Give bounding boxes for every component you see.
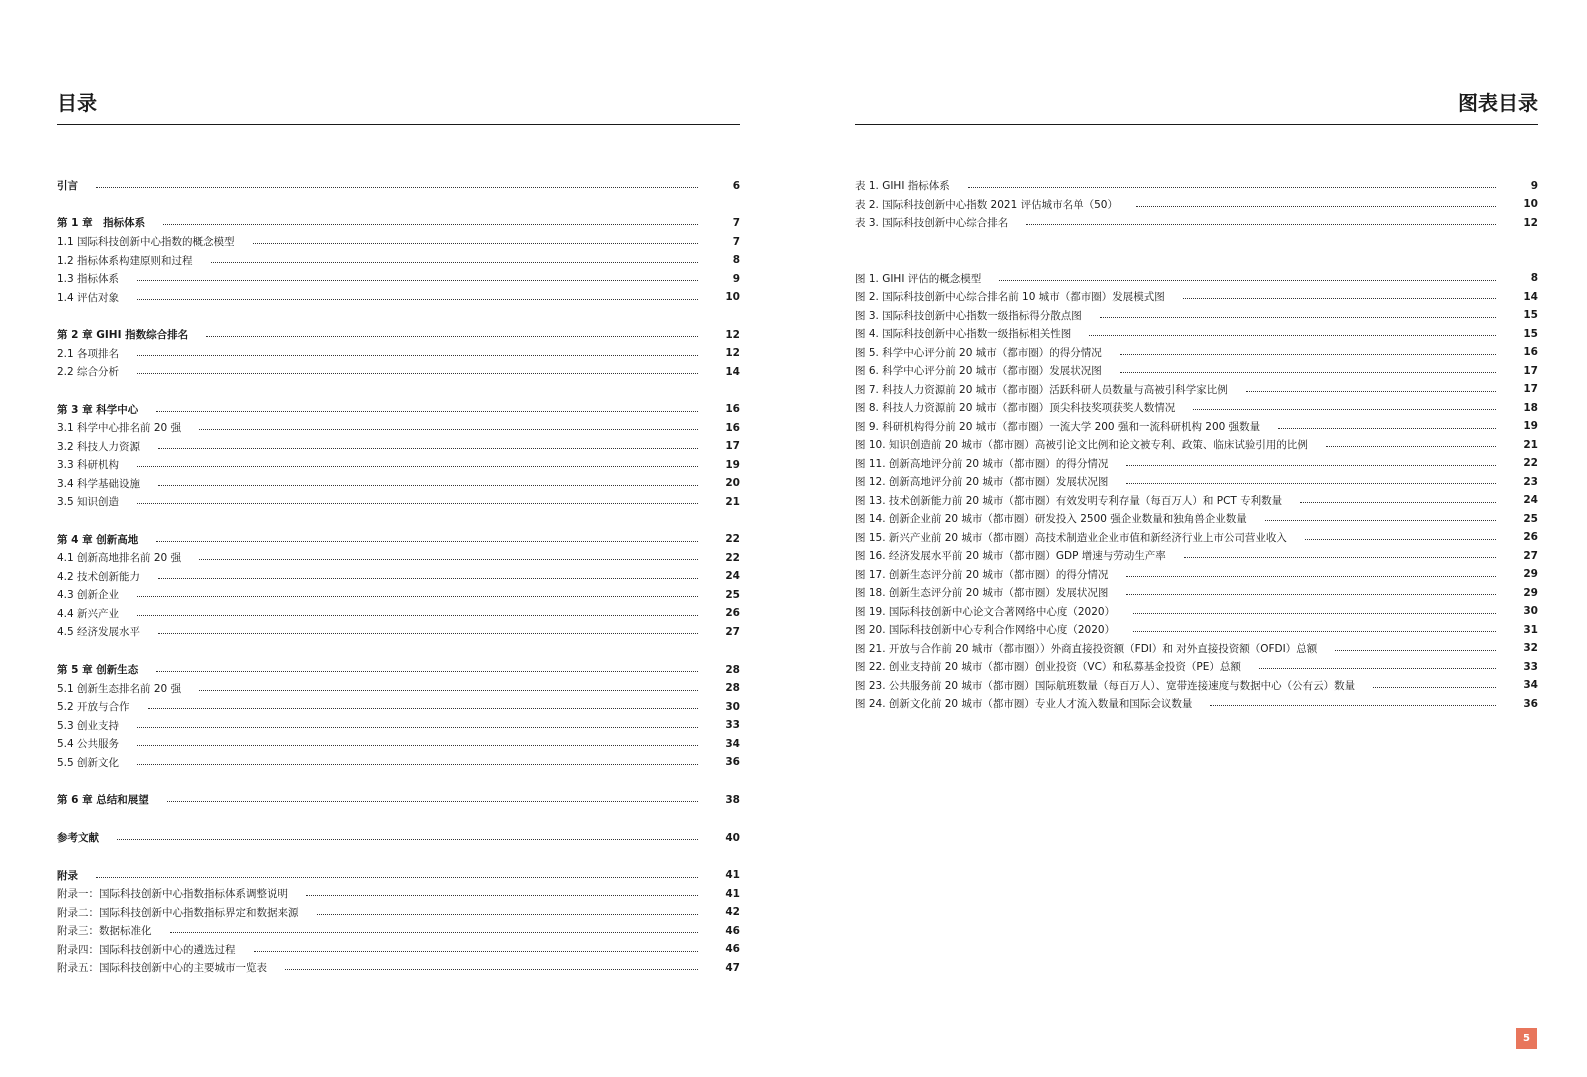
figure-list-entry-page-number: 18 — [1523, 401, 1538, 414]
toc-entry-label: 4.4 新兴产业 — [57, 607, 120, 620]
toc-entry-page-number: 22 — [725, 533, 740, 545]
toc-entry-label: 3.2 科技人力资源 — [57, 440, 141, 453]
dot-leader — [96, 877, 698, 878]
figure-list-entry-label: 图 23. 公共服务前 20 城市（都市圈）国际航班数量（每百万人）、宽带连接速度与数据中心（公有云）数量 — [855, 679, 1356, 692]
toc-entry-page-number: 10 — [725, 291, 740, 303]
figure-list-entry[interactable] — [855, 676, 1538, 695]
figure-list-entry[interactable] — [855, 398, 1538, 417]
figure-list-entry[interactable] — [855, 435, 1538, 454]
toc-entry-page-number: 28 — [725, 663, 740, 676]
toc-entry-page-number: 33 — [725, 719, 740, 731]
figure-list-entry-page-number: 34 — [1523, 679, 1538, 691]
toc-entry-page-number: 38 — [725, 793, 740, 806]
figure-list-entry[interactable] — [855, 380, 1538, 399]
dot-leader — [1335, 650, 1496, 651]
figure-list-entry-label: 图 17. 创新生态评分前 20 城市（都市圈）的得分情况 — [855, 568, 1109, 581]
figure-list-entry[interactable] — [855, 639, 1538, 658]
toc-entry[interactable] — [57, 269, 740, 288]
figure-list-entry-page-number: 33 — [1523, 660, 1538, 673]
figure-list-entry[interactable] — [855, 343, 1538, 362]
dot-leader — [137, 745, 698, 746]
toc-entry-page-number: 26 — [725, 607, 740, 619]
figure-list-entry[interactable] — [855, 213, 1538, 232]
toc-entry-page-number: 36 — [725, 756, 740, 768]
dot-leader — [137, 596, 698, 597]
figure-list-entry-label: 图 11. 创新高地评分前 20 城市（都市圈）的得分情况 — [855, 457, 1109, 470]
toc-entry-label: 4.5 经济发展水平 — [57, 626, 141, 638]
figure-list-entry-page-number: 31 — [1523, 623, 1538, 636]
toc-entry-label: 附录五：国际科技创新中心的主要城市一览表 — [57, 962, 267, 974]
toc-entry-page-number: 28 — [725, 682, 740, 694]
dot-leader — [170, 932, 699, 933]
dot-leader — [1089, 335, 1496, 336]
dot-leader — [1300, 502, 1496, 503]
figure-list-entry-label: 图 24. 创新文化前 20 城市（都市圈）专业人才流入数量和国际会议数量 — [855, 698, 1193, 710]
toc-entry-label: 4.1 创新高地排名前 20 强 — [57, 552, 182, 564]
figure-list-entry-label: 表 3. 国际科技创新中心综合排名 — [855, 217, 1009, 229]
toc-entry-label: 2.1 各项排名 — [57, 347, 120, 360]
toc-entry[interactable] — [57, 567, 740, 586]
dot-leader — [1126, 483, 1496, 484]
figure-list-entry[interactable] — [855, 528, 1538, 547]
toc-entry-label: 1.4 评估对象 — [57, 291, 120, 304]
figure-list-entry-page-number: 9 — [1530, 179, 1538, 192]
dot-leader — [1184, 557, 1496, 558]
figure-list-entry[interactable] — [855, 269, 1538, 288]
toc-entry[interactable] — [57, 437, 740, 456]
toc-entry-page-number: 42 — [725, 906, 740, 918]
dot-leader — [137, 299, 698, 300]
toc-entry[interactable] — [57, 213, 740, 232]
toc-entry-label: 3.3 科研机构 — [57, 459, 120, 471]
toc-entry[interactable] — [57, 866, 740, 885]
toc-entry-page-number: 40 — [725, 831, 740, 844]
figure-list-entry-page-number: 29 — [1523, 568, 1538, 580]
figure-list-entry[interactable] — [855, 546, 1538, 565]
dot-leader — [199, 559, 698, 560]
figure-list-entry-page-number: 24 — [1523, 494, 1538, 506]
dot-leader — [1133, 631, 1496, 632]
figure-list-entry[interactable] — [855, 472, 1538, 491]
toc-entry-page-number: 47 — [725, 961, 740, 974]
toc-entry[interactable] — [57, 604, 740, 623]
toc-entry-label: 5.2 开放与合作 — [57, 701, 130, 713]
toc-entry[interactable] — [57, 288, 740, 307]
figure-list-entry-label: 图 12. 创新高地评分前 20 城市（都市圈）发展状况图 — [855, 476, 1109, 488]
toc-entry-label: 引言 — [57, 180, 78, 192]
toc-entry-page-number: 17 — [725, 440, 740, 452]
figure-list-entry-label: 图 4. 国际科技创新中心指数一级指标相关性图 — [855, 328, 1072, 340]
toc-entry[interactable] — [57, 344, 740, 363]
toc-entry-page-number: 8 — [732, 254, 740, 266]
toc-entry-label: 3.1 科学中心排名前 20 强 — [57, 422, 182, 434]
dot-leader — [156, 671, 698, 672]
figure-list-entry[interactable] — [855, 620, 1538, 639]
toc-entry-page-number: 22 — [725, 551, 740, 564]
dot-leader — [163, 224, 698, 225]
toc-entry-page-number: 46 — [725, 924, 740, 937]
figure-list-entry[interactable] — [855, 694, 1538, 713]
figure-list-entry-label: 图 18. 创新生态评分前 20 城市（都市圈）发展状况图 — [855, 587, 1109, 599]
figure-list-entry-page-number: 30 — [1523, 605, 1538, 617]
figure-list-entry-label: 图 15. 新兴产业前 20 城市（都市圈）高技术制造业企业市值和新经济行业上市公司营业收入 — [855, 531, 1287, 544]
toc-entry-page-number: 41 — [725, 869, 740, 881]
dot-leader — [137, 503, 698, 504]
figure-list-entry-label: 图 10. 知识创造前 20 城市（都市圈）高被引论文比例和论文被专利、政策、临床试验引用的比例 — [855, 439, 1308, 451]
toc-entry-page-number: 12 — [725, 328, 740, 341]
dot-leader — [285, 969, 698, 970]
toc-entry[interactable] — [57, 492, 740, 511]
figure-list-entry-label: 表 2. 国际科技创新中心指数 2021 评估城市名单（50） — [855, 198, 1118, 211]
figure-list-entry-label: 图 1. GIHI 评估的概念模型 — [855, 272, 982, 285]
figure-list-entry[interactable] — [855, 195, 1538, 214]
toc-entry-page-number: 6 — [732, 179, 740, 192]
dot-leader — [199, 690, 698, 691]
toc-entry[interactable] — [57, 251, 740, 270]
toc-entry[interactable] — [57, 362, 740, 381]
toc-entry-page-number: 9 — [732, 272, 740, 285]
toc-entry-label: 3.4 科学基础设施 — [57, 477, 141, 490]
figure-list-entry-page-number: 17 — [1523, 364, 1538, 377]
figure-list-entry-label: 图 14. 创新企业前 20 城市（都市圈）研发投入 2500 强企业数量和独角兽企业数量 — [855, 513, 1247, 525]
toc-entry-label: 第 6 章 总结和展望 — [57, 794, 149, 806]
dot-leader — [1193, 409, 1496, 410]
dot-leader — [1326, 446, 1496, 447]
figure-list-entry-page-number: 15 — [1523, 309, 1538, 321]
toc-entry[interactable] — [57, 903, 740, 922]
toc-entry[interactable] — [57, 325, 740, 344]
dot-leader — [158, 633, 698, 634]
toc-entry[interactable] — [57, 232, 740, 251]
figure-list-entry-page-number: 15 — [1523, 327, 1538, 340]
toc-entry-label: 1.1 国际科技创新中心指数的概念模型 — [57, 236, 235, 248]
dot-leader — [1305, 539, 1496, 540]
figure-list-entry-label: 图 5. 科学中心评分前 20 城市（都市圈）的得分情况 — [855, 346, 1102, 359]
dot-leader — [137, 373, 698, 374]
toc-entry-label: 3.5 知识创造 — [57, 496, 120, 508]
figure-list-entry[interactable] — [855, 509, 1538, 528]
figure-list-entry-page-number: 16 — [1523, 346, 1538, 358]
toc-column — [57, 88, 740, 974]
dot-leader — [306, 895, 698, 896]
toc-title: 目录 — [57, 91, 97, 115]
toc-entry[interactable] — [57, 622, 740, 641]
dot-leader — [317, 914, 699, 915]
toc-entry[interactable] — [57, 753, 740, 772]
dot-leader — [1026, 224, 1496, 225]
dot-leader — [1100, 317, 1496, 318]
toc-entry-page-number: 16 — [725, 421, 740, 434]
figure-list-entry-page-number: 10 — [1523, 198, 1538, 210]
figure-list-entry[interactable] — [855, 602, 1538, 621]
figure-list-entry-label: 图 7. 科技人力资源前 20 城市（都市圈）活跃科研人员数量与高被引科学家比例 — [855, 383, 1228, 396]
toc-entry-page-number: 19 — [725, 458, 740, 471]
toc-entry[interactable] — [57, 679, 740, 698]
dot-leader — [96, 187, 698, 188]
figure-list-entry-page-number: 22 — [1523, 457, 1538, 469]
toc-entry-page-number: 27 — [725, 625, 740, 638]
toc-entry-label: 5.1 创新生态排名前 20 强 — [57, 682, 182, 695]
figure-list-entry[interactable] — [855, 583, 1538, 602]
figure-list-entry-label: 图 9. 科研机构得分前 20 城市（都市圈）一流大学 200 强和一流科研机构 200 强数量 — [855, 420, 1261, 433]
toc-entry-label: 5.5 创新文化 — [57, 756, 120, 769]
figure-list-entry[interactable] — [855, 176, 1538, 195]
toc-entry-label: 5.4 公共服务 — [57, 738, 120, 750]
toc-entry-label: 第 5 章 创新生态 — [57, 664, 139, 676]
toc-entry[interactable] — [57, 790, 740, 809]
toc-entry[interactable] — [57, 940, 740, 959]
figure-list-entry-page-number: 8 — [1530, 272, 1538, 284]
toc-entry-label: 2.2 综合分析 — [57, 366, 120, 378]
toc-entry-page-number: 14 — [725, 365, 740, 378]
toc-entry[interactable] — [57, 530, 740, 549]
toc-entry-page-number: 7 — [732, 235, 740, 248]
dot-leader — [253, 243, 698, 244]
figure-list-entry-page-number: 26 — [1523, 531, 1538, 543]
toc-entry[interactable] — [57, 474, 740, 493]
figure-list-entry-label: 图 8. 科技人力资源前 20 城市（都市圈）顶尖科技奖项获奖人数情况 — [855, 402, 1176, 414]
dot-leader — [1120, 354, 1496, 355]
toc-entry-page-number: 7 — [732, 216, 740, 229]
toc-entry-page-number: 12 — [725, 347, 740, 359]
figure-list-entry-label: 图 16. 经济发展水平前 20 城市（都市圈）GDP 增速与劳动生产率 — [855, 550, 1166, 562]
figure-list-entry[interactable] — [855, 491, 1538, 510]
toc-entry[interactable] — [57, 455, 740, 474]
figure-list-entry-page-number: 32 — [1523, 642, 1538, 654]
dot-leader — [1126, 594, 1496, 595]
dot-leader — [137, 466, 698, 467]
toc-entry[interactable] — [57, 884, 740, 903]
dot-leader — [1133, 613, 1496, 614]
toc-entry-label: 5.3 创业支持 — [57, 719, 120, 732]
toc-entry[interactable] — [57, 418, 740, 437]
figure-list-entry-page-number: 23 — [1523, 475, 1538, 488]
toc-entry-label: 参考文献 — [57, 832, 99, 844]
toc-entry[interactable] — [57, 716, 740, 735]
page-number-badge: 5 — [1516, 1028, 1537, 1049]
dot-leader — [1120, 372, 1496, 373]
figure-list-entry-label: 图 2. 国际科技创新中心综合排名前 10 城市（都市圈）发展模式图 — [855, 291, 1165, 303]
dot-leader — [1373, 687, 1496, 688]
toc-entry-page-number: 41 — [725, 887, 740, 900]
dot-leader — [1136, 206, 1496, 207]
toc-entry[interactable] — [57, 548, 740, 567]
toc-entry-label: 1.3 指标体系 — [57, 273, 120, 285]
dot-leader — [254, 951, 699, 952]
figure-list-entry-label: 表 1. GIHI 指标体系 — [855, 180, 950, 192]
dot-leader — [137, 355, 698, 356]
toc-entry-label: 第 4 章 创新高地 — [57, 533, 139, 546]
toc-entry-label: 第 1 章 指标体系 — [57, 217, 146, 229]
toc-entry-label: 第 3 章 科学中心 — [57, 403, 139, 416]
figure-list-entry-label: 图 3. 国际科技创新中心指数一级指标得分散点图 — [855, 309, 1082, 322]
toc-entry-page-number: 16 — [725, 403, 740, 415]
dot-leader — [1126, 465, 1496, 466]
figure-list-entry-label: 图 21. 开放与合作前 20 城市（都市圈））外商直接投资额（FDI）和 对外直接投资额（OFDI）总额 — [855, 642, 1318, 655]
dot-leader — [1183, 298, 1496, 299]
toc-entry-label: 附录四：国际科技创新中心的遴选过程 — [57, 943, 236, 956]
dot-leader — [137, 615, 698, 616]
figure-list-entry-page-number: 12 — [1523, 216, 1538, 229]
dot-leader — [156, 411, 698, 412]
figure-list-entry-label: 图 13. 技术创新能力前 20 城市（都市圈）有效发明专利存量（每百万人）和 PCT 专利数量 — [855, 494, 1283, 507]
toc-entry-label: 4.3 创新企业 — [57, 589, 120, 601]
figure-list-entry[interactable] — [855, 657, 1538, 676]
toc-entry-label: 附录一：国际科技创新中心指数指标体系调整说明 — [57, 888, 288, 900]
toc-entry[interactable] — [57, 921, 740, 940]
toc-entry-label: 第 2 章 GIHI 指数综合排名 — [57, 329, 189, 341]
dot-leader — [1210, 705, 1496, 706]
toc-entry-label: 1.2 指标体系构建原则和过程 — [57, 254, 193, 267]
figure-list-entry[interactable] — [855, 361, 1538, 380]
figure-list-entry[interactable] — [855, 565, 1538, 584]
toc-entry-page-number: 24 — [725, 570, 740, 582]
title-rule — [57, 124, 740, 125]
dot-leader — [137, 727, 698, 728]
dot-leader — [158, 485, 698, 486]
dot-leader — [999, 280, 1496, 281]
dot-leader — [158, 448, 698, 449]
toc-entry-page-number: 30 — [725, 700, 740, 713]
title-rule — [855, 124, 1538, 125]
figure-list-entry-page-number: 25 — [1523, 512, 1538, 525]
figure-list-entry-page-number: 21 — [1523, 438, 1538, 451]
figure-list-entry-page-number: 36 — [1523, 697, 1538, 710]
dot-leader — [148, 708, 698, 709]
dot-leader — [158, 578, 698, 579]
dot-leader — [1126, 576, 1496, 577]
dot-leader — [167, 801, 698, 802]
dot-leader — [211, 262, 698, 263]
dot-leader — [1259, 668, 1496, 669]
toc-entry[interactable] — [57, 828, 740, 847]
dot-leader — [968, 187, 1496, 188]
figure-list-entry-label: 图 19. 国际科技创新中心论文合著网络中心度（2020） — [855, 605, 1116, 618]
figure-list-entry-page-number: 14 — [1523, 290, 1538, 303]
toc-entry[interactable] — [57, 660, 740, 679]
dot-leader — [199, 429, 698, 430]
figure-list-entry[interactable] — [855, 287, 1538, 306]
toc-entry-page-number: 25 — [725, 588, 740, 601]
toc-entry[interactable] — [57, 697, 740, 716]
dot-leader — [137, 280, 698, 281]
figure-list-entry[interactable] — [855, 454, 1538, 473]
figure-list-entry[interactable] — [855, 306, 1538, 325]
dot-leader — [1278, 428, 1496, 429]
dot-leader — [1246, 391, 1496, 392]
toc-entry-page-number: 34 — [725, 737, 740, 750]
dot-leader — [206, 336, 698, 337]
toc-entry-label: 附录三：数据标准化 — [57, 925, 152, 937]
figure-list-entry-label: 图 20. 国际科技创新中心专利合作网络中心度（2020） — [855, 624, 1116, 636]
dot-leader — [1265, 520, 1496, 521]
figure-list-entry[interactable] — [855, 324, 1538, 343]
figure-list-entry-label: 图 22. 创业支持前 20 城市（都市圈）创业投资（VC）和私募基金投资（PE）总额 — [855, 661, 1241, 673]
toc-entry-page-number: 46 — [725, 943, 740, 955]
toc-entry[interactable] — [57, 734, 740, 753]
toc-entry-page-number: 21 — [725, 495, 740, 508]
toc-entry-label: 4.2 技术创新能力 — [57, 570, 141, 583]
figure-list-entry-label: 图 6. 科学中心评分前 20 城市（都市圈）发展状况图 — [855, 365, 1102, 377]
figure-list-entry[interactable] — [855, 417, 1538, 436]
figure-list-entry-page-number: 29 — [1523, 586, 1538, 599]
toc-entry[interactable] — [57, 958, 740, 977]
figure-list-entry-page-number: 17 — [1523, 383, 1538, 395]
toc-entry[interactable] — [57, 176, 740, 195]
figure-list-entry-page-number: 27 — [1523, 549, 1538, 562]
toc-entry[interactable] — [57, 585, 740, 604]
toc-entry-label: 附录 — [57, 869, 78, 882]
toc-entry[interactable] — [57, 400, 740, 419]
figure-list-title: 图表目录 — [1458, 91, 1538, 115]
toc-entry-label: 附录二：国际科技创新中心指数指标界定和数据来源 — [57, 906, 299, 919]
figure-list-entry-page-number: 19 — [1523, 420, 1538, 432]
figure-table-list-column — [855, 88, 1538, 710]
dot-leader — [117, 839, 698, 840]
dot-leader — [137, 764, 698, 765]
dot-leader — [156, 541, 698, 542]
toc-entry-page-number: 20 — [725, 477, 740, 489]
